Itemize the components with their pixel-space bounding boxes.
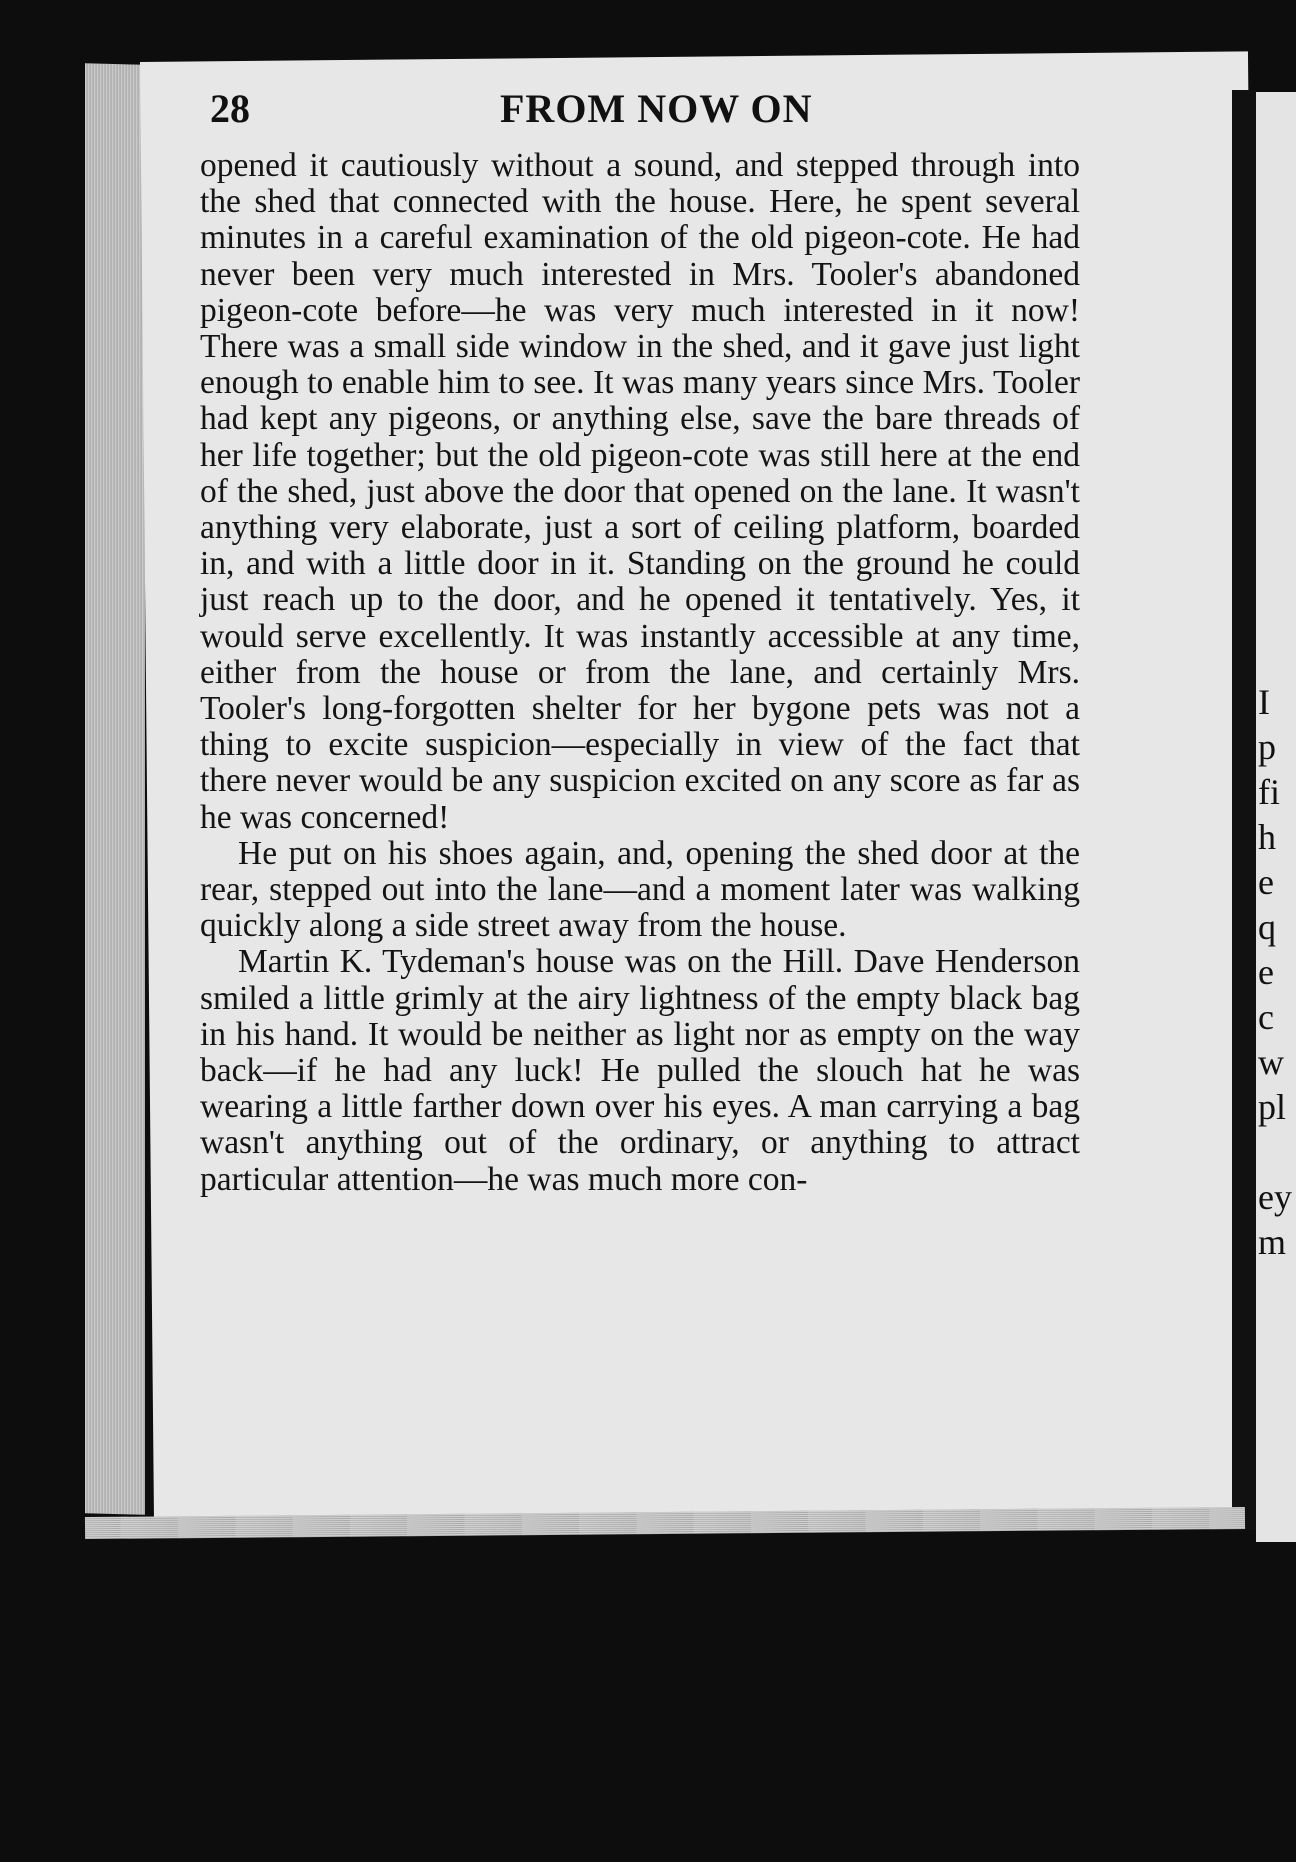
facing-page-fragment: pl [1258,1087,1287,1127]
facing-page-fragment: w [1258,1042,1284,1082]
facing-page-fragment: c [1258,997,1274,1037]
facing-page-fragment: e [1258,952,1274,992]
running-title: FROM NOW ON [500,86,813,131]
facing-page-fragment: h [1258,817,1276,857]
paragraph: He put on his shoes again, and, opening the shed door at the rear, stepped out into the lane—and a moment later was walking quickly along a side street away from the house. [200,834,1080,945]
facing-page-fragment: I [1258,682,1270,722]
facing-page-text [1258,680,1292,1265]
facing-page-fragment: fi [1258,772,1280,812]
facing-page-fragment: p [1258,727,1276,767]
facing-page-fragment: ey [1258,1177,1292,1217]
facing-page-fragment: e [1258,862,1274,902]
facing-page-fragment: q [1258,907,1276,947]
paragraph: Martin K. Tydeman's house was on the Hill. Dave Henderson smiled a little grimly at the airy lightness of the empty black bag in his hand. It would be neither as light nor as empty on the way back—if he had any luck! He pulled the slouch hat he was wearing a little farther down over his eyes. A man carrying a bag wasn't anything out of the ordinary, or anything to attract particular attention—he was much more con- [200,943,1080,1198]
facing-page-fragment [1258,1130,1288,1175]
body-text [200,148,1080,1198]
book-gutter [1232,90,1256,1530]
page-number: 28 [210,86,250,131]
facing-page-fragment: m [1258,1222,1287,1262]
paragraph: opened it cautiously without a sound, and stepped through into the shed that connected with the house. Here, he spent several minutes in a careful examination of the old pigeon-cote. He had never been very much interested in Mrs. Tooler's abandoned pigeon-cote before—he was very much interested in it now! There was a small side window in the shed, and it gave just light enough to enable him to see. It was many years since Mrs. Tooler had kept any pigeons, or anything else, save the bare threads of her life together; but the old pigeon-cote was still here at the end of the shed, just above the door that opened on the lane. It wasn't anything very elaborate, just a sort of ceiling platform, boarded in, and with a little door in it. Standing on the ground he could just reach up to the door, and he opened it tentatively. Yes, it would serve excellently. It was instantly accessible at any time, either from the house or from the lane, and certainly Mrs. Tooler's long-forgotten shelter for her bygone pets was not a thing to excite suspicion—especially in view of the fact that there never would be any suspicion excited on any score as far as he was concerned! [200,147,1080,836]
book-page-edges [85,63,145,1515]
